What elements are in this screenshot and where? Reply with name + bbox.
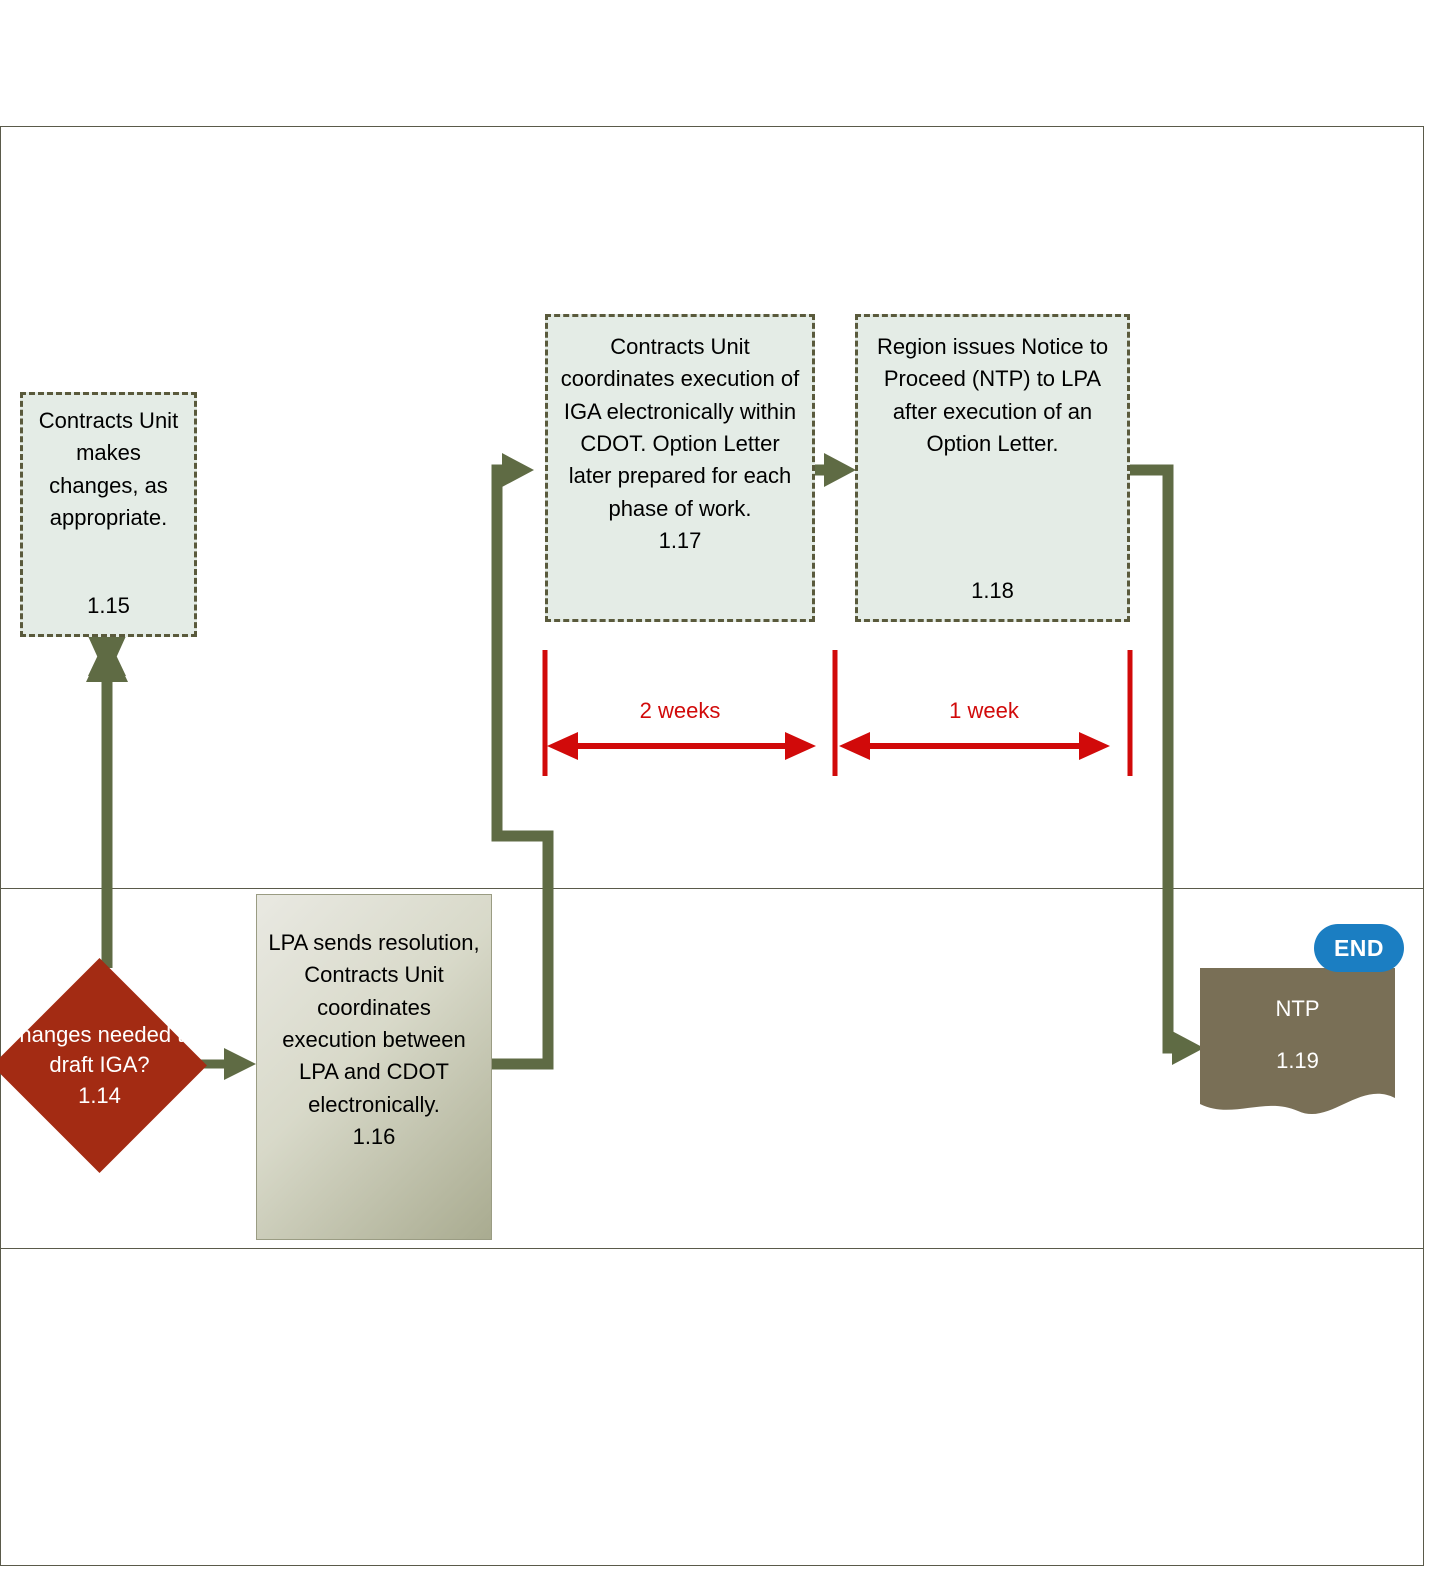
swimlane-divider-top	[0, 888, 1424, 889]
swimlane-divider-bottom	[0, 1248, 1424, 1249]
decision-number: 1.14	[78, 1082, 121, 1108]
node-number: 1.17	[658, 527, 702, 553]
node-contracts-unit-makes-changes[interactable]	[20, 392, 197, 637]
node-text: LPA sends resolution, Contracts Unit coordinates execution between LPA and CDOT electronically.	[268, 930, 480, 1117]
node-lpa-sends-resolution[interactable]	[256, 894, 492, 1240]
timing-label-2-weeks	[560, 698, 800, 724]
decision-text: Changes needed to draft IGA?	[3, 1021, 196, 1078]
document-number: 1.19	[1276, 1048, 1319, 1073]
timing-label-1-week	[864, 698, 1104, 724]
node-region-issues-ntp[interactable]	[855, 314, 1130, 622]
node-number: 1.16	[352, 1123, 396, 1149]
node-text: Region issues Notice to Proceed (NTP) to LPA after execution of an Option Letter.	[876, 334, 1109, 456]
timing-text: 2 weeks	[639, 698, 721, 723]
timing-text: 1 week	[949, 698, 1019, 723]
node-ntp-document[interactable]	[1200, 968, 1395, 1128]
node-text: Contracts Unit makes changes, as appropriate.	[38, 408, 179, 530]
node-text: Contracts Unit coordinates execution of IGA electronically within CDOT. Option Letter later prepared for each phase of work.	[560, 334, 800, 521]
document-text-wrap	[1200, 996, 1395, 1074]
document-label: NTP	[1275, 996, 1320, 1021]
decision-changes-needed-to-draft-iga[interactable]	[0, 958, 207, 1173]
end-badge-label: END	[1333, 934, 1385, 961]
node-contracts-unit-coordinates-execution[interactable]	[545, 314, 815, 622]
node-number: 1.15	[87, 592, 130, 618]
end-badge	[1314, 924, 1404, 972]
node-number: 1.18	[971, 577, 1014, 603]
decision-text-wrap	[0, 958, 207, 1173]
